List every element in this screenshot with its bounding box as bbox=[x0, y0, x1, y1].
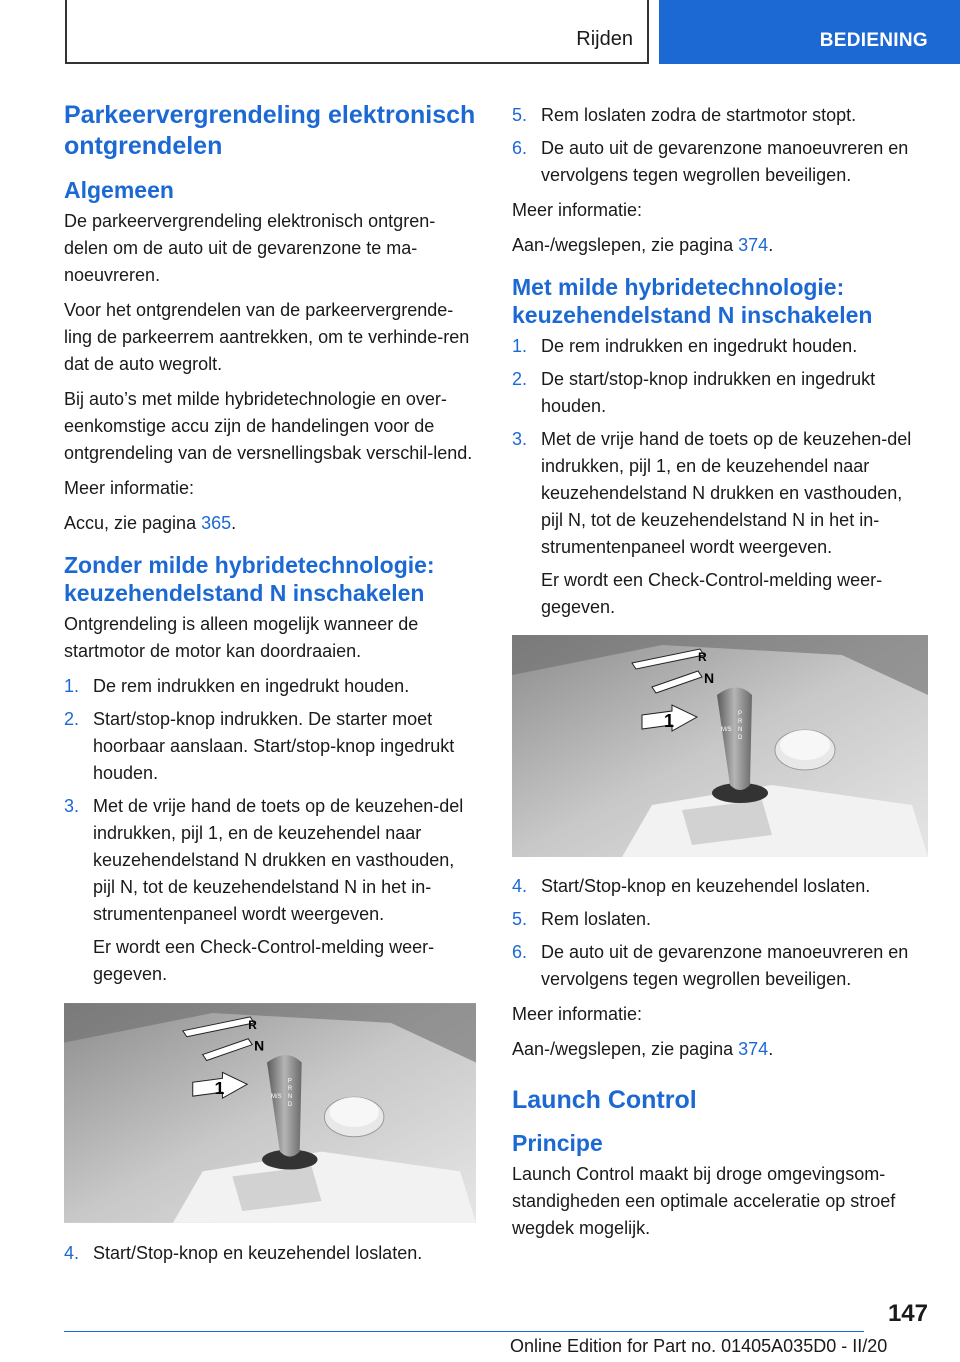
step-continuation: Er wordt een Check-Control-melding weer-gegeven. bbox=[93, 937, 435, 984]
list-item bbox=[64, 793, 476, 988]
list-item bbox=[512, 102, 928, 129]
step-number: 5. bbox=[512, 909, 528, 929]
step-number: 5. bbox=[512, 105, 528, 125]
list-item bbox=[512, 333, 928, 360]
section-title-parking-lock: Parkeervergrendeling elektronisch ontgrendelen bbox=[64, 101, 476, 160]
step-text: De rem indrukken en ingedrukt houden. bbox=[93, 676, 410, 696]
header-chapter-tab bbox=[659, 0, 960, 64]
list-item bbox=[512, 366, 928, 420]
list-item bbox=[512, 873, 928, 900]
step-text: Met de vrije hand de toets op de keuzehen-del indrukken, pijl 1, en de keuzehendel naar keuzehendelstand N drukken en vasthouden, pijl N, tot de keuzehendelstand N in het in-strumentenpaneel wordt weergeven. bbox=[93, 796, 464, 924]
steps-list bbox=[512, 873, 928, 993]
more-info-line bbox=[512, 1036, 928, 1063]
step-text: De auto uit de gevarenzone manoeuvreren en vervolgens tegen wegrollen beveiligen. bbox=[541, 138, 909, 185]
list-item bbox=[64, 1240, 476, 1267]
arrow-label-r: R bbox=[248, 1017, 257, 1032]
more-info-text: Aan-/wegslepen, zie pagina bbox=[512, 1039, 739, 1059]
gear-selector-svg bbox=[64, 1002, 476, 1224]
gear-label-ms: M/S bbox=[270, 1094, 282, 1101]
section-title-launch-control: Launch Control bbox=[512, 1086, 697, 1114]
gear-selector-svg bbox=[512, 635, 928, 857]
list-item bbox=[64, 673, 476, 700]
step-number: 4. bbox=[512, 876, 528, 896]
gear-label-p: P bbox=[738, 711, 743, 717]
footer-edition: Online Edition for Part no. 01405A035D0 - II/20 bbox=[510, 1336, 888, 1356]
subheading-principle: Principe bbox=[512, 1130, 603, 1156]
step-text: Start/Stop-knop en keuzehendel loslaten. bbox=[541, 876, 871, 896]
header-bar bbox=[65, 0, 649, 64]
more-info-line bbox=[512, 232, 928, 259]
step-text: De auto uit de gevarenzone manoeuvreren en vervolgens tegen wegrollen beveiligen. bbox=[541, 942, 909, 989]
step-number: 4. bbox=[64, 1243, 80, 1263]
step-number: 3. bbox=[64, 796, 80, 816]
more-info-suffix: . bbox=[768, 235, 774, 255]
step-number: 1. bbox=[512, 336, 528, 356]
step-text: De rem indrukken en ingedrukt houden. bbox=[541, 336, 858, 356]
arrow-label-n: N bbox=[704, 670, 715, 686]
step-number: 6. bbox=[512, 942, 528, 962]
paragraph: Ontgrendeling is alleen mogelijk wanneer de startmotor de motor kan doordraaien. bbox=[64, 614, 419, 661]
more-info-label: Meer informatie: bbox=[512, 1004, 643, 1024]
page-reference-link[interactable]: 374 bbox=[738, 1039, 769, 1059]
footer-divider bbox=[64, 1331, 864, 1332]
step-number: 1. bbox=[64, 676, 80, 696]
step-text: Start/Stop-knop en keuzehendel loslaten. bbox=[93, 1243, 423, 1263]
step-number: 2. bbox=[512, 369, 528, 389]
page-number: 147 bbox=[887, 1300, 928, 1327]
gear-label-ms: M/S bbox=[721, 727, 732, 733]
step-continuation: Er wordt een Check-Control-melding weer-gegeven. bbox=[541, 570, 883, 617]
step-text: Rem loslaten. bbox=[541, 909, 652, 929]
list-item bbox=[512, 939, 928, 993]
more-info-label: Meer informatie: bbox=[512, 200, 643, 220]
subheading-without-hybrid: Zonder milde hybridetechnologie: keuzehendelstand N inschakelen bbox=[64, 552, 435, 606]
more-info-suffix: . bbox=[231, 513, 237, 533]
gear-label-n: N bbox=[287, 1094, 293, 1101]
more-info-line bbox=[64, 510, 476, 537]
paragraph: De parkeervergrendeling elektronisch ontgren-delen om de auto uit de gevarenzone te ma-noeuvreren. bbox=[64, 211, 436, 285]
more-info-label: Meer informatie: bbox=[64, 478, 195, 498]
step-text: Rem loslaten zodra de startmotor stopt. bbox=[541, 105, 857, 125]
paragraph: Launch Control maakt bij droge omgevingsom-standigheden een optimale acceleratie op stroef wegdek mogelijk. bbox=[512, 1164, 896, 1238]
subheading-with-hybrid: Met milde hybridetechnologie: keuzehendelstand N inschakelen bbox=[512, 274, 873, 328]
steps-list bbox=[64, 1240, 476, 1267]
arrow-label-1: 1 bbox=[214, 1078, 225, 1099]
list-item bbox=[512, 135, 928, 189]
steps-list bbox=[512, 333, 928, 621]
step-text: De start/stop-knop indrukken en ingedrukt houden. bbox=[541, 369, 876, 416]
gear-selector-illustration bbox=[512, 635, 928, 857]
subheading-general: Algemeen bbox=[64, 177, 174, 203]
gear-label-r: R bbox=[738, 719, 743, 725]
gear-label-p: P bbox=[287, 1078, 292, 1085]
more-info-text: Accu, zie pagina bbox=[64, 513, 202, 533]
steps-list bbox=[64, 673, 476, 988]
step-number: 2. bbox=[64, 709, 80, 729]
gear-selector-illustration bbox=[64, 1002, 476, 1224]
arrow-label-r: R bbox=[698, 650, 707, 664]
more-info-suffix: . bbox=[768, 1039, 774, 1059]
left-column bbox=[64, 100, 476, 1275]
page-reference-link[interactable]: 365 bbox=[201, 513, 232, 533]
paragraph: Bij auto’s met milde hybridetechnologie en over-eenkomstige accu zijn de handelingen voor de ontgrendeling van de versnellingsbak verschil-lend. bbox=[64, 389, 473, 463]
header-section-title: Rijden bbox=[576, 28, 633, 50]
right-column bbox=[512, 102, 928, 1250]
steps-list bbox=[512, 102, 928, 189]
gear-label-r: R bbox=[287, 1086, 293, 1093]
step-number: 6. bbox=[512, 138, 528, 158]
gear-label-d: D bbox=[738, 735, 743, 741]
arrow-label-1: 1 bbox=[664, 711, 675, 731]
more-info-text: Aan-/wegslepen, zie pagina bbox=[512, 235, 739, 255]
paragraph: Voor het ontgrendelen van de parkeervergrende-ling de parkeerrem aantrekken, om te verhinde-ren dat de auto wegrolt. bbox=[64, 300, 470, 374]
page-reference-link[interactable]: 374 bbox=[738, 235, 769, 255]
step-text: Start/stop-knop indrukken. De starter moet hoorbaar aanslaan. Start/stop-knop ingedrukt houden. bbox=[93, 709, 455, 783]
step-number: 3. bbox=[512, 429, 528, 449]
gear-label-n: N bbox=[738, 727, 743, 733]
arrow-label-n: N bbox=[254, 1037, 265, 1054]
list-item bbox=[512, 426, 928, 621]
step-text: Met de vrije hand de toets op de keuzehen-del indrukken, pijl 1, en de keuzehendel naar keuzehendelstand N drukken en vasthouden, pijl N, tot de keuzehendelstand N in het in-strumentenpaneel wordt weergeven. bbox=[541, 429, 912, 557]
list-item bbox=[512, 906, 928, 933]
gear-label-d: D bbox=[287, 1102, 293, 1109]
header-chapter-title: BEDIENING bbox=[819, 30, 928, 51]
list-item bbox=[64, 706, 476, 787]
